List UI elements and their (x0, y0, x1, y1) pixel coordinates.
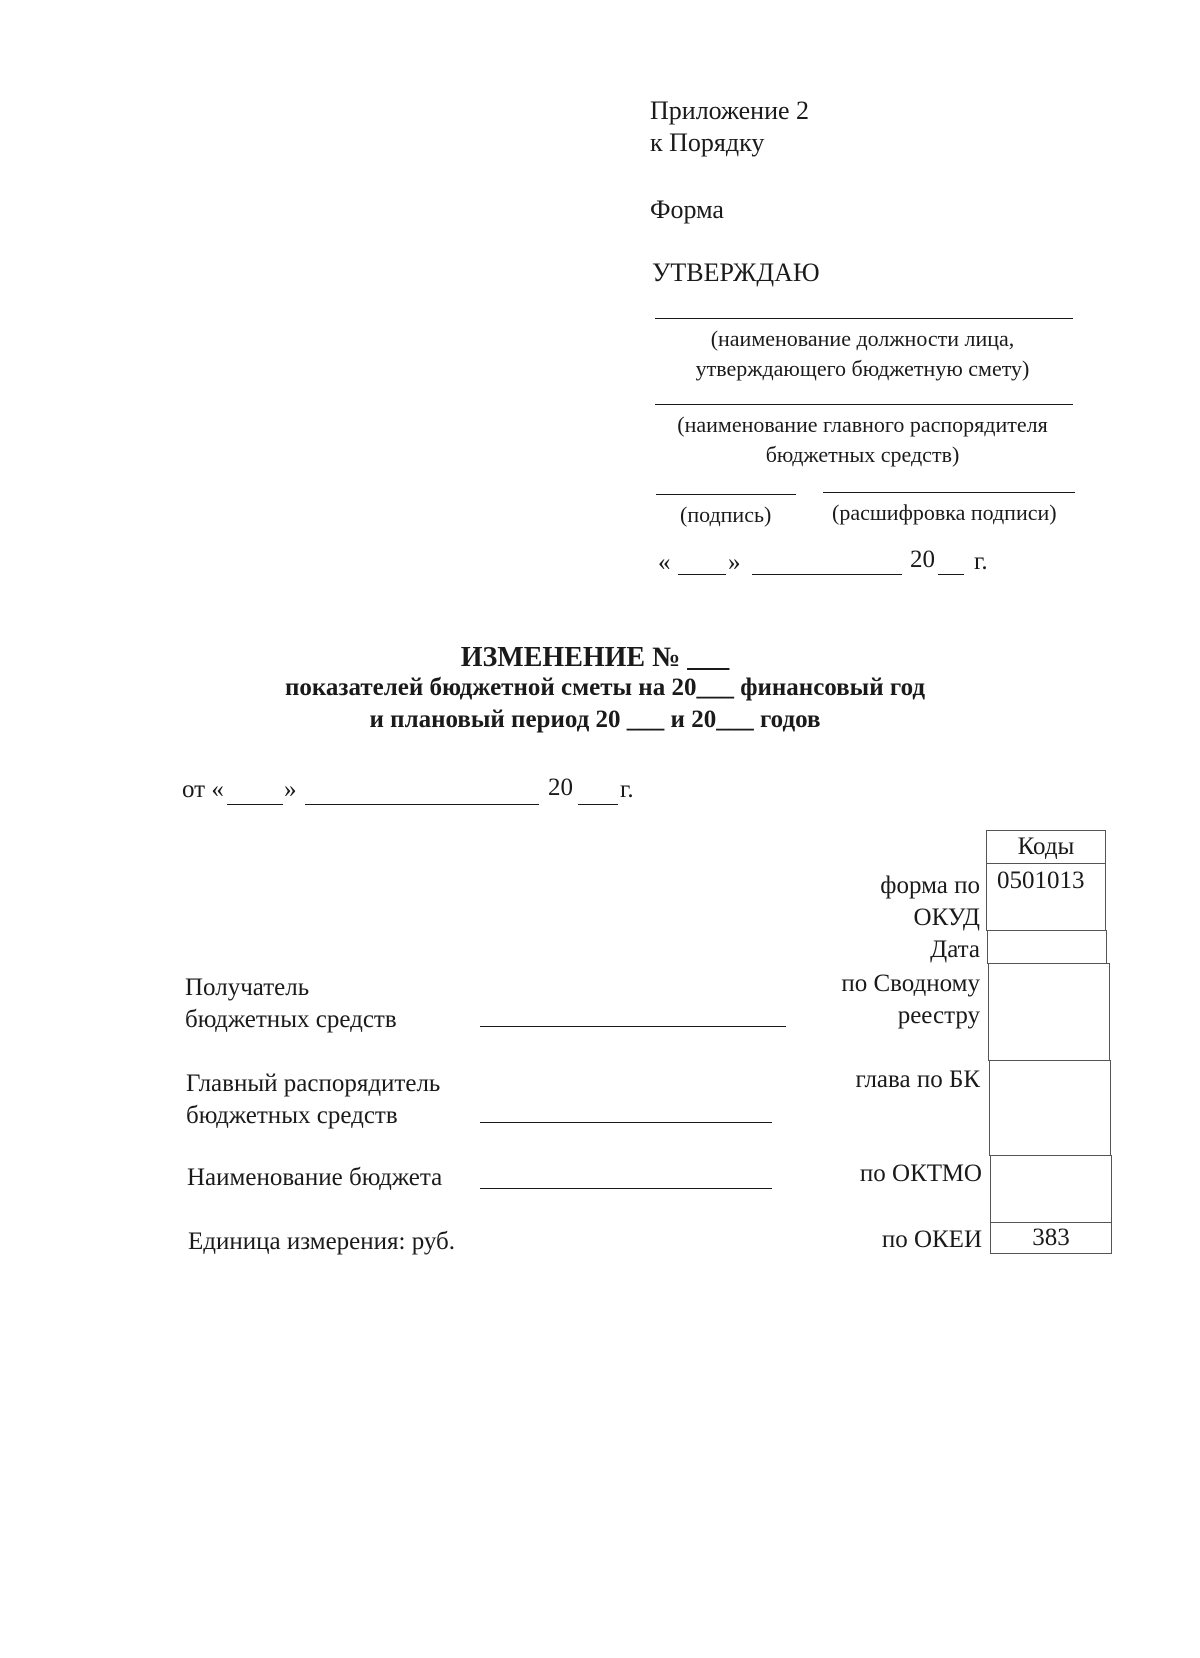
code-okud-cell[interactable]: 0501013 (986, 863, 1106, 931)
position-caption-line-2: утверждающего бюджетную смету) (695, 356, 1030, 381)
code-okei-cell[interactable]: 383 (990, 1222, 1112, 1254)
recipient-input-line[interactable] (480, 1026, 786, 1027)
unit-label: Единица измерения: руб. (188, 1228, 456, 1255)
budget-name-label: Наименование бюджета (187, 1164, 443, 1191)
document-subtitle-line-2: и плановый период 20 ___ и 20___ годов (369, 706, 821, 733)
manager-label (186, 1068, 440, 1132)
approval-date-close-quote: » (728, 549, 741, 576)
manager-input-line[interactable] (480, 1122, 772, 1123)
document-title: ИЗМЕНЕНИЕ № ___ (460, 642, 730, 673)
label-okud (880, 870, 980, 934)
document-subtitle-line-1: показателей бюджетной сметы на 20___ финансовый год (284, 674, 926, 701)
signature-decoding-line[interactable] (823, 492, 1075, 493)
manager-caption (640, 410, 1085, 470)
signature-line[interactable] (656, 494, 796, 495)
label-registry-line-1: по Сводному (841, 970, 980, 997)
recipient-label (185, 972, 397, 1036)
label-okei: по ОКЕИ (881, 1226, 982, 1253)
doc-month-blank[interactable] (305, 804, 539, 805)
form-label: Форма (650, 195, 724, 224)
approve-heading: УТВЕРЖДАЮ (652, 258, 820, 287)
code-registry-cell[interactable] (988, 963, 1110, 1061)
approval-day-blank[interactable] (678, 574, 726, 575)
manager-caption-line-1: (наименование главного распорядителя (677, 412, 1048, 437)
manager-label-line-2: бюджетных средств (186, 1102, 398, 1129)
doc-year-blank[interactable] (578, 804, 618, 805)
position-caption (640, 324, 1085, 384)
codes-header: Коды (986, 830, 1106, 864)
doc-date-close-quote: » (284, 776, 297, 803)
doc-date-suffix: г. (620, 776, 634, 803)
recipient-label-line-1: Получатель (185, 974, 310, 1001)
approval-month-blank[interactable] (752, 574, 902, 575)
doc-date-prefix: от « (182, 776, 224, 803)
appendix-line-1: Приложение 2 (650, 96, 810, 125)
label-date: Дата (930, 936, 980, 963)
manager-name-line[interactable] (655, 404, 1073, 405)
manager-label-line-1: Главный распорядитель (186, 1070, 441, 1097)
doc-day-blank[interactable] (227, 804, 283, 805)
signature-caption: (подпись) (680, 502, 772, 527)
approval-date-open-quote: « (658, 549, 671, 576)
decoding-caption: (расшифровка подписи) (832, 500, 1057, 525)
label-registry-line-2: реестру (897, 1002, 980, 1029)
approval-year-blank[interactable] (938, 574, 964, 575)
appendix-line-2: к Порядку (650, 128, 765, 157)
label-bk: глава по БК (855, 1066, 980, 1093)
budget-name-input-line[interactable] (480, 1188, 772, 1189)
label-registry (841, 968, 980, 1032)
position-signature-line[interactable] (655, 318, 1073, 319)
recipient-label-line-2: бюджетных средств (185, 1006, 397, 1033)
label-oktmo: по ОКТМО (859, 1160, 982, 1187)
approval-date-suffix: г. (974, 548, 988, 575)
label-okud-line-1: форма по (880, 872, 980, 899)
code-date-cell[interactable] (987, 930, 1107, 964)
position-caption-line-1: (наименование должности лица, (710, 326, 1015, 351)
label-okud-line-2: ОКУД (913, 904, 980, 931)
code-oktmo-cell[interactable] (990, 1155, 1112, 1223)
manager-caption-line-2: бюджетных средств) (765, 442, 960, 467)
approval-date-year: 20 (910, 546, 935, 573)
code-bk-cell[interactable] (989, 1060, 1111, 1156)
doc-date-year: 20 (548, 774, 573, 801)
